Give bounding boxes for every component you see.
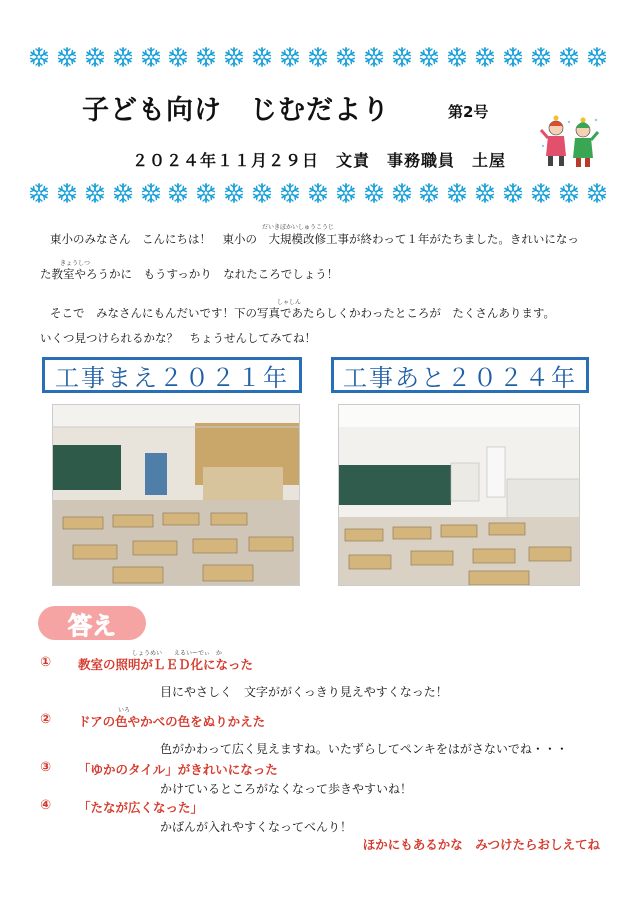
snowflake-icon [167,182,189,204]
before-label: 工事まえ２０２１年 [42,357,302,393]
snowflake-icon [84,182,106,204]
snowflake-icon [586,182,608,204]
intro-line-2: た教室やろうかに もうすっかり なれたころでしょう！ [40,267,339,281]
snowflake-icon [363,46,385,68]
snowflake-icon [530,46,552,68]
intro-line-1: 東小のみなさん こんにちは！ 東小の 大規模改修工事が終わって１年がたちました。きれいになっ [50,232,579,246]
intro-line-4: いくつ見つけられるかな？ ちょうせんしてみてね！ [40,331,316,345]
closing-message: ほかにもあるかな みつけたらおしえてね [362,837,600,852]
snowflake-icon [140,46,162,68]
snowflake-icon [558,182,580,204]
snowflake-icon [223,46,245,68]
intro-line-3: そこで みなさんにもんだいです！下の写真であたらしくかわったところが たくさんあります。 [50,306,555,320]
after-classroom-photo [338,404,580,586]
answer-3-number: ③ [40,760,52,775]
answer-badge: 答え [38,606,146,640]
snowflake-icon [279,46,301,68]
snowflake-icon [167,46,189,68]
snowflake-icon [474,182,496,204]
snowflake-border-bottom [28,182,608,204]
byline: ２０２４年１１月２９日 文責 事務職員 土屋 [132,151,507,170]
answer-4-number: ④ [40,798,52,813]
answer-1-ruby: しょうめい えるいーでぃ か [132,650,222,657]
ruby-shashin: しゃしん [277,299,302,306]
snowflake-icon [28,182,50,204]
snowflake-icon [446,182,468,204]
snowflake-icon [391,46,413,68]
answer-1-detail: 目にやさしく 文字ががくっきり見えやすくなった！ [160,685,448,699]
snowflake-icon [391,182,413,204]
answer-2-detail: 色がかわって広く見えますね。いたずらしてペンキをはがさないでね・・・ [160,742,568,756]
snowflake-icon [28,46,50,68]
snowflake-icon [418,46,440,68]
snowflake-icon [586,46,608,68]
snowflake-icon [558,46,580,68]
answer-2-number: ② [40,712,52,727]
snowflake-icon [502,46,524,68]
snowflake-icon [279,182,301,204]
answer-2-heading: ドアの色やかべの色をぬりかえた [78,714,266,729]
ruby-kyoushitsu: きょうしつ [60,260,91,267]
snowflake-icon [446,46,468,68]
snowflake-icon [335,182,357,204]
answer-3-detail: かけているところがなくなって歩きやすいね！ [160,782,413,796]
snowflake-icon [418,182,440,204]
snowflake-icon [56,46,78,68]
newsletter-title: 子ども向け じむだより [82,95,390,126]
snowflake-icon [140,182,162,204]
snowflake-icon [195,46,217,68]
snowflake-icon [195,182,217,204]
answer-1-heading: 教室の照明がＬＥＤ化になった [78,657,254,672]
snowflake-icon [530,182,552,204]
snowflake-icon [112,182,134,204]
snowflake-icon [56,182,78,204]
ruby-daikibo: だいきぼかいしゅうこうじ [262,224,335,231]
issue-number: 第2号 [448,103,489,121]
snowflake-icon [112,46,134,68]
snowflake-icon [223,182,245,204]
snowflake-icon [335,46,357,68]
snowflake-icon [474,46,496,68]
snowflake-icon [502,182,524,204]
before-classroom-photo [52,404,300,586]
answer-2-ruby: いろ [118,707,131,714]
answer-4-heading: 「たなが広くなった」 [78,800,204,815]
snowflake-border-top [28,46,608,68]
snowflake-icon [84,46,106,68]
snowflake-icon [363,182,385,204]
snowflake-icon [307,46,329,68]
kids-illustration [538,112,602,170]
answer-3-heading: 「ゆかのタイル」がきれいになった [78,762,278,777]
snowflake-icon [251,182,273,204]
snowflake-icon [307,182,329,204]
snowflake-icon [251,46,273,68]
answer-1-number: ① [40,655,52,670]
answer-4-detail: かばんが入れやすくなってべんり！ [160,820,353,834]
after-label: 工事あと２０２４年 [331,357,589,393]
